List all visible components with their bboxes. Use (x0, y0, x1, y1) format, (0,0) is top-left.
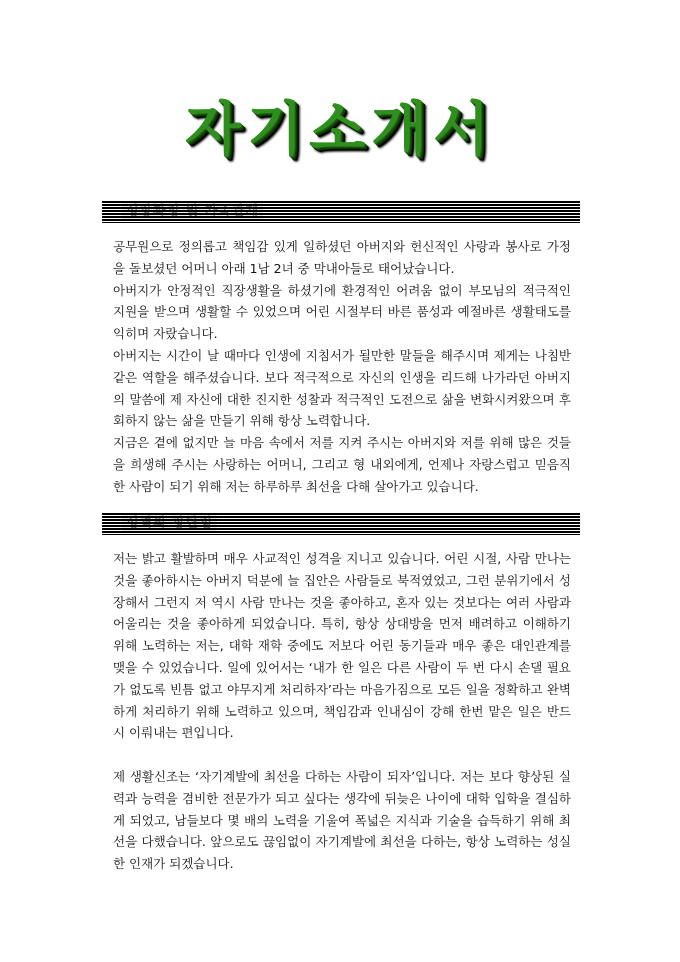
paragraph: 저는 밝고 활발하며 매우 사교적인 성격을 지니고 있습니다. 어린 시절, 사람 만나는 것을 좋아하시는 아버지 덕분에 늘 집안은 사람들로 북적였었고, 그런 분위기에서 성장해서 그런지 저 역시 사람 만나는 것을 좋아하고, 혼자 있는 것보다는 여러 사람과 어울리는 것을 좋아하게 되었습니다. 특히, 항상 상대방을 먼저 배려하고 이해하기 위해 노력하는 저는, 대학 재학 중에도 저보다 어린 동기들과 매우 좋은 대인관계를 맺을 수 있었습니다. 일에 있어서는 ‘내가 한 일은 다른 사람이 두 번 다시 손댈 필요가 없도록 빈틈 없고 야무지게 처리하자’라는 마음가짐으로 모든 일을 정확하고 완벽하게 처리하기 위해 노력하고 있으며, 책임감과 인내심이 강해 한번 맡은 일은 반드시 이뤄내는 편입니다. (113, 551, 571, 741)
paragraph: 제 생활신조는 ‘자기계발에 최선을 다하는 사람이 되자’입니다. 저는 보다 향상된 실력과 능력을 겸비한 전문가가 되고 싶다는 생각에 뒤늦은 나이에 대학 입학을 결심하게 되었고, 남들보다 몇 배의 노력을 기울여 폭넓은 지식과 기술을 습득하기 위해 최선을 다했습니다. 앞으로도 끊임없이 자기계발에 최선을 다하는, 항상 노력하는 성실한 인재가 되겠습니다. (113, 768, 571, 872)
section-body (113, 548, 571, 875)
paragraph: 아버지는 시간이 날 때마다 인생에 지침서가 될만한 말들을 해주시며 제게는 나침반 같은 역할을 해주셨습니다. 보다 적극적으로 자신의 인생을 리드해 나가라던 아버지의 말씀에 제 자신에 대한 진지한 성찰과 적극적인 도전으로 삶을 변화시켜왔으며 후회하지 않는 삶을 만들기 위해 항상 노력합니다. (113, 347, 571, 429)
document-title: 자기소개서 (184, 95, 496, 163)
paragraph-spacer (113, 744, 571, 766)
section-header-bar (102, 513, 580, 535)
section-heading: 성격의 장단점 (122, 515, 217, 533)
section-header-bar (102, 201, 580, 223)
paragraph: 지금은 곁에 없지만 늘 마음 속에서 저를 지켜 주시는 아버지와 저를 위해 많은 것들을 희생해 주시는 사랑하는 어머니, 그리고 형 내외에게, 언제나 자랑스럽고 믿음직한 사람이 되기 위해 저는 하루하루 최선을 다해 살아가고 있습니다. (113, 435, 571, 494)
section-heading: 성장과정 및 가족관계 (122, 203, 263, 221)
paragraph: 공무원으로 정의롭고 책임감 있게 일하셨던 아버지와 헌신적인 사랑과 봉사로 가정을 돌보셨던 어머니 아래 1남 2녀 중 막내아들로 태어났습니다. (113, 239, 571, 276)
paragraph: 아버지가 안정적인 직장생활을 하셨기에 환경적인 어려움 없이 부모님의 적극적인 지원을 받으며 생활할 수 있었으며 어린 시절부터 바른 품성과 예절바른 생활태도를 익히며 자랐습니다. (113, 282, 571, 342)
section-body (113, 236, 571, 498)
